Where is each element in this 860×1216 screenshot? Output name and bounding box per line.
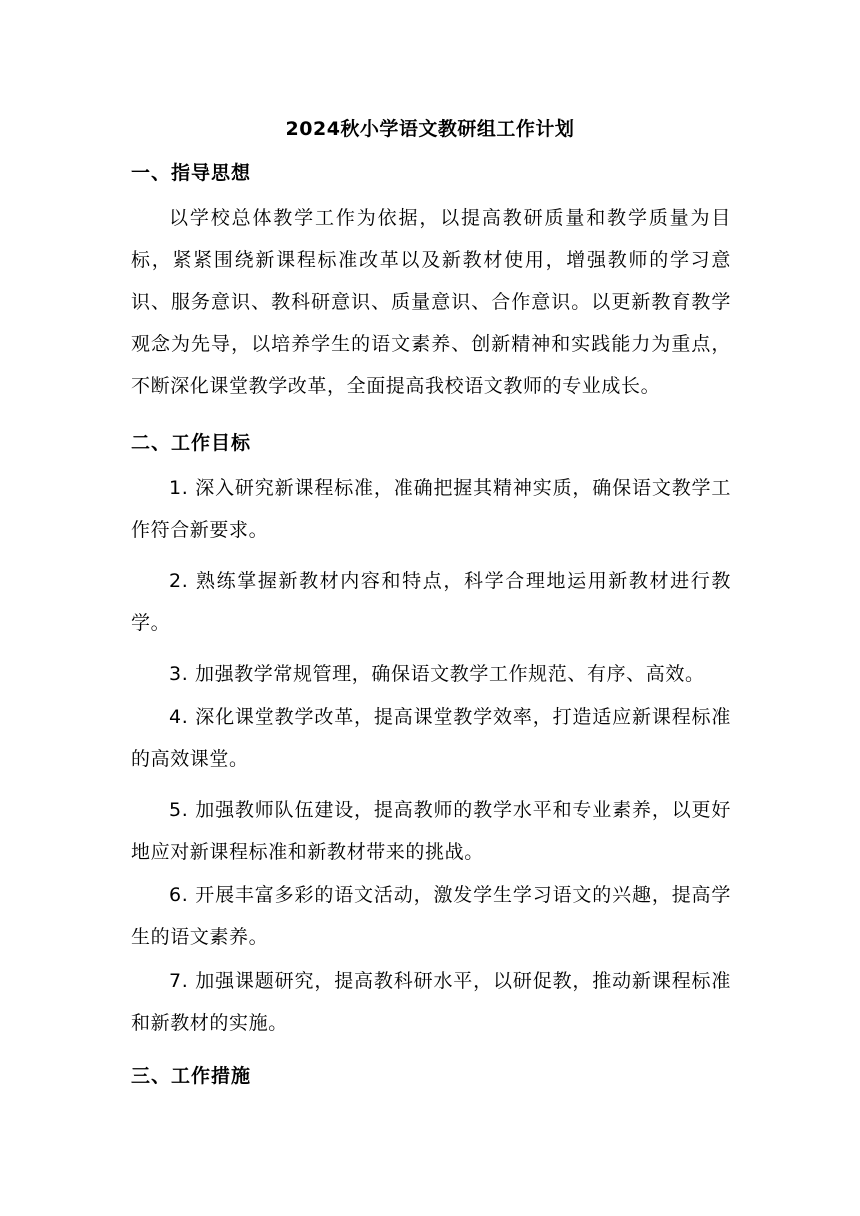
goal-item-5: 5. 加强教师队伍建设，提高教师的教学水平和专业素养，以更好地应对新课程标准和新教材带来的挑战。 <box>131 799 731 863</box>
goal-item-6: 6. 开展丰富多彩的语文活动，激发学生学习语文的兴趣，提高学生的语文素养。 <box>131 884 731 948</box>
section-heading-work-measures: 三、工作措施 <box>131 1065 252 1087</box>
goal-item-1: 1. 深入研究新课程标准，准确把握其精神实质，确保语文教学工作符合新要求。 <box>131 477 731 541</box>
goal-item-3: 3. 加强教学常规管理，确保语文教学工作规范、有序、高效。 <box>169 663 705 685</box>
section-heading-work-goals: 二、工作目标 <box>131 432 252 454</box>
goal-item-2: 2. 熟练掌握新教材内容和特点，科学合理地运用新教材进行教学。 <box>131 570 731 634</box>
guiding-ideology-paragraph: 以学校总体教学工作为依据，以提高教研质量和教学质量为目标，紧紧围绕新课程标准改革以及新教材使用，增强教师的学习意识、服务意识、教科研意识、质量意识、合作意识。以更新教育教学观念为先导，以培养学生的语文素养、创新精神和实践能力为重点，不断深化课堂教学改革，全面提高我校语文教师的专业成长。 <box>131 207 731 397</box>
goal-item-7: 7. 加强课题研究，提高教科研水平，以研促教，推动新课程标准和新教材的实施。 <box>131 970 731 1034</box>
section-heading-guiding-ideology: 一、指导思想 <box>131 162 252 184</box>
document-title: 2024秋小学语文教研组工作计划 <box>285 118 575 140</box>
goal-item-4: 4. 深化课堂教学改革，提高课堂教学效率，打造适应新课程标准的高效课堂。 <box>131 706 731 770</box>
